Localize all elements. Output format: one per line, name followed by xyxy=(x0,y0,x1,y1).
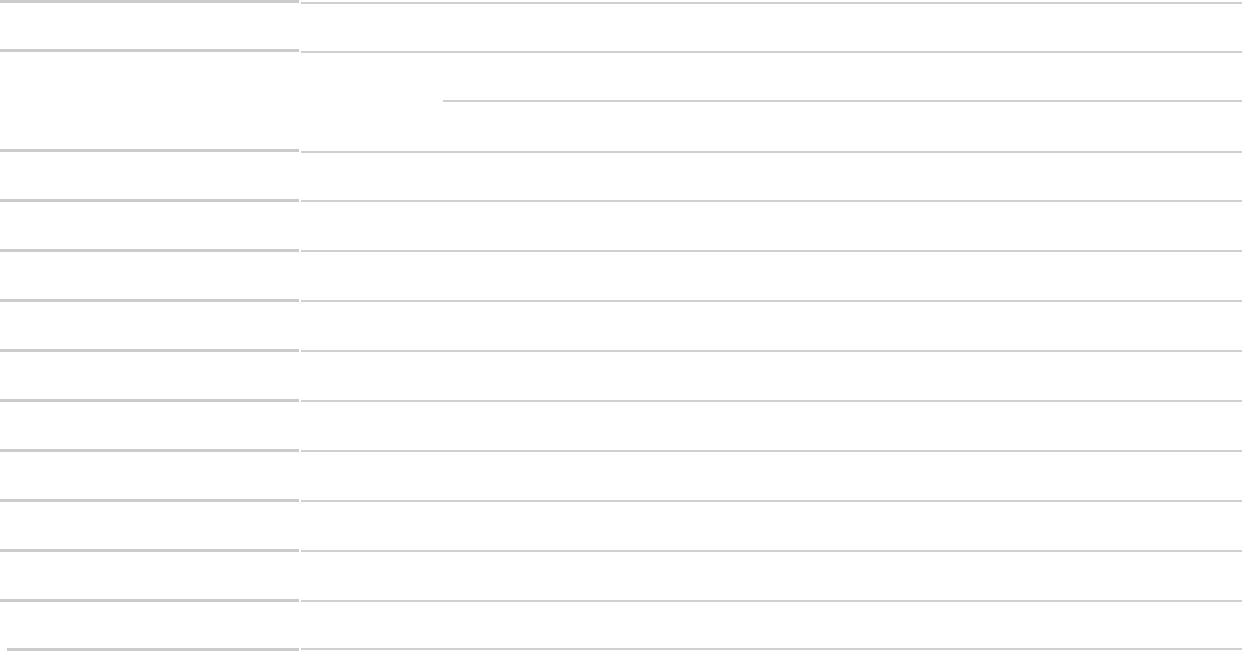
list-row-divider-left xyxy=(0,399,299,402)
list-row-divider-right xyxy=(301,550,1242,552)
list-row-divider-left xyxy=(0,149,299,152)
list-row-divider-right xyxy=(301,200,1242,202)
list-row-divider-right xyxy=(301,648,1242,650)
list-row-divider-right xyxy=(301,151,1242,153)
list-row-divider-right xyxy=(301,600,1242,602)
list-row-divider-right xyxy=(301,450,1242,452)
list-row-divider-right xyxy=(301,500,1242,502)
list-row-divider-left xyxy=(0,349,299,352)
list-row-divider-right xyxy=(301,350,1242,352)
list-row-divider-left xyxy=(0,0,299,3)
list-row-divider-left xyxy=(0,49,299,52)
list-row-divider-left xyxy=(0,499,299,502)
list-row-divider-right xyxy=(301,400,1242,402)
left-list-pane xyxy=(0,0,301,653)
list-row-divider-right xyxy=(301,250,1242,252)
list-row-divider-right xyxy=(301,2,1242,4)
list-row-divider-left xyxy=(7,648,299,651)
list-row-divider-left xyxy=(0,199,299,202)
right-list-pane xyxy=(301,0,1242,653)
list-row-divider-right xyxy=(301,300,1242,302)
list-row-divider-left xyxy=(0,299,299,302)
list-row-divider-right xyxy=(301,51,1242,53)
list-row-divider-right xyxy=(443,100,1242,102)
list-row-divider-left xyxy=(0,599,299,602)
list-row-divider-left xyxy=(0,549,299,552)
list-row-divider-left xyxy=(0,249,299,252)
list-row-divider-left xyxy=(0,449,299,452)
